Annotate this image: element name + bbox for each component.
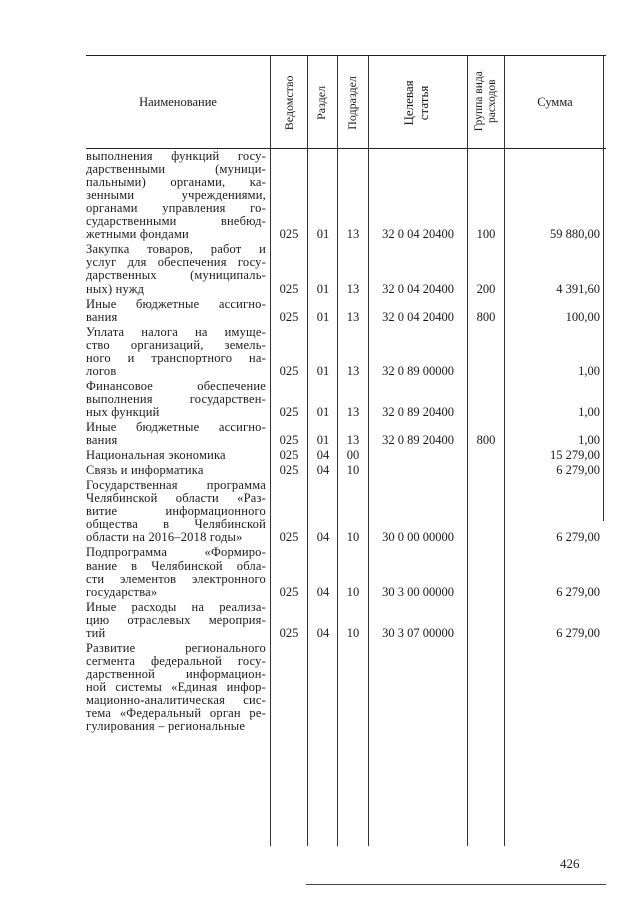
header-vedomstvo: Ведомство <box>282 75 297 131</box>
row-podrazdel: 13 <box>346 363 360 378</box>
row-name-line: Подпрограмма «Формиро- <box>86 545 266 560</box>
row-razdel: 04 <box>316 463 330 478</box>
col-divider-6 <box>504 56 505 846</box>
row-name-line: ной системы «Единая инфор- <box>86 679 266 694</box>
header-summa: Сумма <box>537 95 573 109</box>
row-name-line: общества в Челябинской <box>86 517 266 532</box>
row-name-line: Государственная программа <box>86 478 266 493</box>
row-name-line: вания <box>86 433 118 448</box>
row-vedomstvo: 025 <box>279 448 299 463</box>
header-razdel: Раздел <box>314 85 329 120</box>
row-name-line: услуг для обеспечения госу- <box>86 255 266 270</box>
row-name-line: ство организаций, земель- <box>86 337 266 352</box>
col-divider-right <box>603 56 604 521</box>
row-gruppa-rashodov: 800 <box>476 433 496 448</box>
row-summa: 59 880,00 <box>550 227 600 242</box>
header-gruppa-line2: расходов <box>486 79 498 124</box>
row-name-line: пальными) органами, ка- <box>86 175 266 190</box>
row-vedomstvo: 025 <box>279 433 299 448</box>
page-number: 426 <box>560 856 580 871</box>
row-summa: 1,00 <box>578 363 600 378</box>
header-celevaya-line1: Целевая <box>401 80 417 126</box>
row-razdel: 01 <box>316 433 330 448</box>
row-celevaya-statya: 30 0 00 00000 <box>382 530 454 545</box>
row-name-line: Иные бюджетные ассигно- <box>86 420 266 434</box>
header-gruppa-line1: Группа вида <box>472 71 485 132</box>
row-name-line: дарственными (муници- <box>86 162 266 177</box>
row-podrazdel: 13 <box>346 309 360 324</box>
row-vedomstvo: 025 <box>279 363 299 378</box>
col-divider-5 <box>467 56 468 846</box>
row-name-line: Развитие регионального <box>86 640 266 655</box>
row-celevaya-statya: 30 3 00 00000 <box>382 584 454 599</box>
row-name-line: Финансовое обеспечение <box>86 378 266 393</box>
row-gruppa-rashodov: 100 <box>476 227 496 242</box>
row-name-line: вание в Челябинской обла- <box>86 558 266 573</box>
row-name-line: жетными фондами <box>86 227 189 242</box>
row-razdel: 01 <box>316 404 330 419</box>
row-gruppa-rashodov: 800 <box>476 309 496 324</box>
row-summa: 4 391,60 <box>556 281 600 296</box>
row-razdel: 04 <box>316 530 330 545</box>
row-name-line: дарственных (муниципаль- <box>86 268 266 283</box>
row-name-line: сти элементов электронного <box>86 571 266 586</box>
row-name-line: ного и транспортного на- <box>86 350 266 365</box>
row-podrazdel: 00 <box>346 448 360 463</box>
row-podrazdel: 13 <box>346 281 360 296</box>
row-razdel: 01 <box>316 227 330 242</box>
row-name-line: ных функций <box>86 404 160 419</box>
row-razdel: 04 <box>316 625 330 640</box>
row-podrazdel: 13 <box>346 433 360 448</box>
row-summa: 15 279,00 <box>550 448 600 463</box>
row-summa: 100,00 <box>565 309 600 324</box>
row-name-line: Челябинской области «Раз- <box>86 491 266 506</box>
footer-rule <box>306 884 606 885</box>
header-podrazdel: Подраздел <box>345 76 360 130</box>
row-name-line: гулирования – региональные <box>86 719 246 734</box>
row-name-line: выполнения государствен- <box>86 391 266 406</box>
row-razdel: 04 <box>316 584 330 599</box>
row-name-line: зенными учреждениями, <box>86 188 266 203</box>
row-summa: 6 279,00 <box>556 530 600 545</box>
row-name-line: тема «Федеральный орган ре- <box>86 706 266 721</box>
row-celevaya-statya: 32 0 04 20400 <box>382 227 454 242</box>
row-vedomstvo: 025 <box>279 584 299 599</box>
row-razdel: 01 <box>316 363 330 378</box>
row-vedomstvo: 025 <box>279 530 299 545</box>
row-podrazdel: 10 <box>346 463 360 478</box>
col-divider-1 <box>270 56 271 846</box>
row-vedomstvo: 025 <box>279 463 299 478</box>
row-celevaya-statya: 32 0 04 20400 <box>382 309 454 324</box>
row-vedomstvo: 025 <box>279 309 299 324</box>
row-vedomstvo: 025 <box>279 625 299 640</box>
row-celevaya-statya: 32 0 89 20400 <box>382 433 454 448</box>
header-name: Наименование <box>139 95 217 109</box>
row-summa: 6 279,00 <box>556 584 600 599</box>
row-podrazdel: 13 <box>346 404 360 419</box>
row-summa: 1,00 <box>578 433 600 448</box>
row-podrazdel: 10 <box>346 625 360 640</box>
header-gruppa <box>473 60 499 142</box>
row-name-line: дарственной информацион- <box>86 666 266 681</box>
row-razdel: 01 <box>316 281 330 296</box>
row-name-line: мационно-аналитическая сис- <box>86 693 266 707</box>
row-gruppa-rashodov: 200 <box>476 281 496 296</box>
row-celevaya-statya: 32 0 89 00000 <box>382 363 454 378</box>
row-celevaya-statya: 32 0 04 20400 <box>382 281 454 296</box>
row-vedomstvo: 025 <box>279 227 299 242</box>
row-name-line: витие информационного <box>86 504 266 519</box>
row-vedomstvo: 025 <box>279 404 299 419</box>
row-name-line: цию отраслевых мероприя- <box>86 612 266 627</box>
row-name-line: ных) нужд <box>86 281 145 296</box>
row-celevaya-statya: 32 0 89 20400 <box>382 404 454 419</box>
row-name-line: Национальная экономика <box>86 448 226 463</box>
row-summa: 1,00 <box>578 404 600 419</box>
row-name-line: вания <box>86 309 118 324</box>
row-name-line: Закупка товаров, работ и <box>86 242 266 257</box>
row-celevaya-statya: 30 3 07 00000 <box>382 625 454 640</box>
row-name-line: Иные расходы на реализа- <box>86 599 266 614</box>
row-name-line: логов <box>86 363 117 378</box>
row-summa: 6 279,00 <box>556 463 600 478</box>
row-name-line: тий <box>86 625 106 640</box>
row-name-line: сегмента федеральной госу- <box>86 653 266 668</box>
row-razdel: 04 <box>316 448 330 463</box>
col-divider-4 <box>368 56 369 846</box>
row-name-line: Связь и информатика <box>86 463 204 478</box>
row-name-line: выполнения функций госу- <box>86 149 266 163</box>
row-name-line: Уплата налога на имуще- <box>86 324 266 339</box>
row-razdel: 01 <box>316 309 330 324</box>
row-name-line: области на 2016–2018 годы» <box>86 530 243 545</box>
header-celevaya-line2: статья <box>416 85 431 121</box>
row-podrazdel: 13 <box>346 227 360 242</box>
row-vedomstvo: 025 <box>279 281 299 296</box>
row-summa: 6 279,00 <box>556 625 600 640</box>
row-podrazdel: 10 <box>346 530 360 545</box>
row-name-line: государства» <box>86 584 158 599</box>
row-name-line: Иные бюджетные ассигно- <box>86 296 266 311</box>
row-podrazdel: 10 <box>346 584 360 599</box>
row-name-line: сударственными внебюд- <box>86 214 266 229</box>
header-celevaya <box>402 58 432 148</box>
top-rule <box>86 55 606 56</box>
row-name-line: органами управления го- <box>86 201 266 216</box>
